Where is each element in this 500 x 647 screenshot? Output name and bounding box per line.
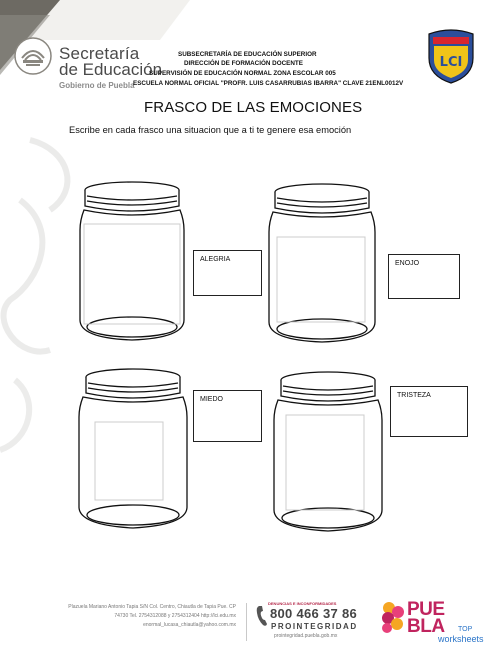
- footer-divider: [246, 603, 247, 641]
- watermark-worksheets[interactable]: worksheets: [438, 634, 484, 644]
- school-shield-icon: [426, 28, 476, 84]
- header-line-3: SUPERVISIÓN DE EDUCACIÓN NORMAL ZONA ESCOLAR 005: [149, 70, 336, 77]
- emotion-label: ALEGRIA: [200, 256, 231, 263]
- emotion-label: MIEDO: [200, 396, 223, 403]
- emotion-box-alegria[interactable]: [193, 250, 262, 296]
- worksheet-instruction: Escribe en cada frasco una situacion que a ti te genere esa emoción: [69, 125, 352, 135]
- logo-gobierno-puebla: Gobierno de Puebla: [59, 81, 135, 90]
- puebla-logo-text: PUE BLA: [407, 599, 445, 637]
- jar-1[interactable]: [78, 180, 188, 342]
- emotion-label: ENOJO: [395, 260, 420, 267]
- svg-text:LCI: LCI: [439, 55, 463, 70]
- emotion-box-tristeza[interactable]: [390, 386, 468, 437]
- watermark-top: TOP: [458, 626, 473, 633]
- emotion-label: TRISTEZA: [397, 392, 431, 399]
- header-line-4: ESCUELA NORMAL OFICIAL "PROFR. LUIS CASARRUBIAS IBARRA" CLAVE 21ENL0012V: [133, 80, 404, 87]
- denuncias-label: DENUNCIAS E INCONFORMIDADES: [268, 601, 337, 606]
- header-line-1: SUBSECRETARÍA DE EDUCACIÓN SUPERIOR: [178, 51, 317, 58]
- jar-4[interactable]: [273, 370, 385, 533]
- secretaria-logo-icon: [13, 36, 53, 76]
- phone-icon: [256, 605, 268, 627]
- logo-de-educacion: de Educación: [59, 60, 163, 79]
- phone-number: 800 466 37 86: [270, 606, 358, 621]
- jar-3[interactable]: [78, 367, 190, 530]
- footer-address-1: Plazuela Mariano Antonio Tapia S/N Col. Centro, Chiautla de Tapia Pue. CP: [68, 604, 236, 610]
- worksheet-title: FRASCO DE LAS EMOCIONES: [144, 99, 363, 116]
- prointegridad-url[interactable]: prointegridad.puebla.gob.mx: [274, 633, 338, 639]
- puebla-flower-icon: [379, 600, 407, 634]
- emotion-box-enojo[interactable]: [388, 254, 460, 299]
- prointegridad-label: PROINTEGRIDAD: [271, 622, 358, 631]
- logo-secretaria: Secretaría: [59, 44, 140, 63]
- jar-2[interactable]: [267, 182, 377, 344]
- emotion-box-miedo[interactable]: [193, 390, 262, 442]
- footer-address-3: enormal_lucasa_chiautla@yahoo.com.mx: [143, 622, 236, 628]
- header-line-2: DIRECCIÓN DE FORMACIÓN DOCENTE: [184, 60, 303, 67]
- footer-address-2: 74730 Tel. 2754312088 y 2754312404 http://lci.edu.mx: [114, 613, 236, 619]
